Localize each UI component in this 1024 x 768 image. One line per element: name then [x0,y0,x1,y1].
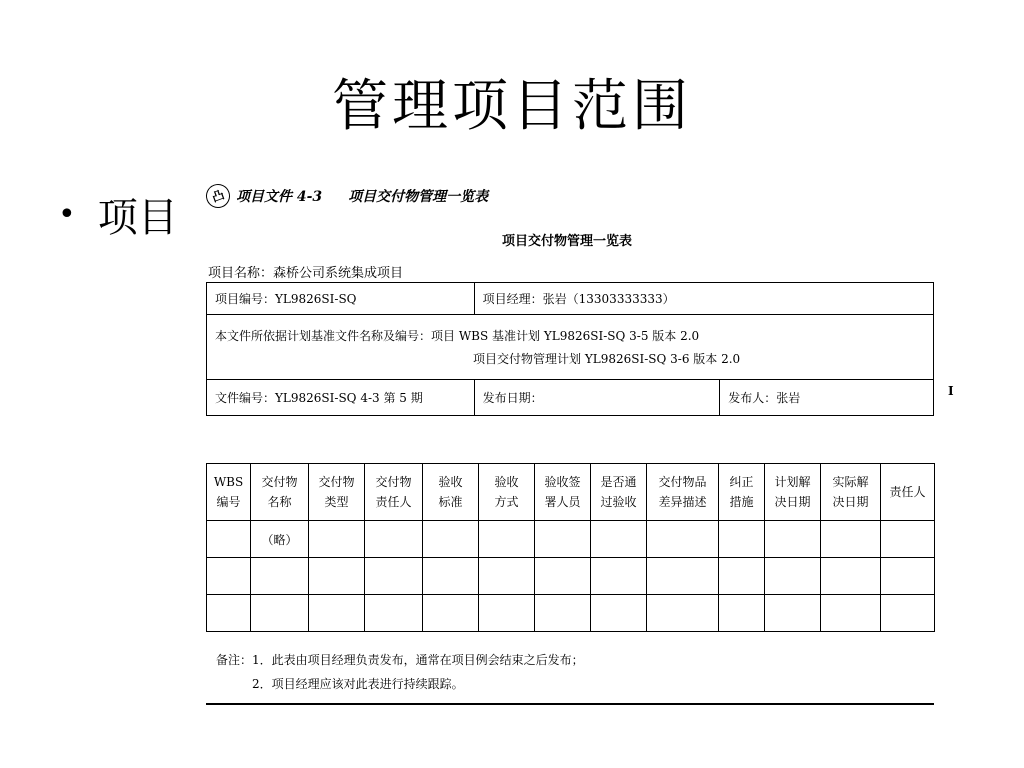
note-line-2: 2．项目经理应该对此表进行持续跟踪。 [252,677,464,691]
project-name: 项目名称：森桥公司系统集成项目 [208,266,404,281]
basis-line-1: 本文件所依据计划基准文件名称及编号：项目 WBS 基准计划 YL9826SI-SQ 3-5 版本 2.0 [215,329,700,343]
basis-cell [207,315,934,380]
bullet-text: 项目 [97,195,178,241]
notes [216,648,584,696]
col-header: 交付物品 差异描述 [647,464,719,521]
publisher-cell: 发布人：张岩 [720,380,934,416]
note-line-1: 备注：1．此表由项目经理负责发布，通常在项目例会结束之后发布； [216,653,584,667]
form-title: 项目交付物管理一览表 [502,234,633,249]
doc-header-right: 项目交付物管理一览表 [348,189,489,205]
bottom-rule [206,703,934,705]
table-row [207,558,935,595]
slide-title: 管理项目范围 [332,74,692,139]
table-row [207,521,935,558]
release-date-cell: 发布日期： [474,380,720,416]
manager-cell: 项目经理：张岩（13303333333） [474,283,933,315]
doc-header [206,184,488,208]
col-header: 交付物 责任人 [365,464,423,521]
table-row [207,595,935,632]
bullet-dot-icon: • [58,197,76,232]
col-header: 实际解 决日期 [821,464,881,521]
col-header: 验收 标准 [423,464,479,521]
deliverables-table [206,463,935,632]
doc-header-left: 项目文件 4-3 [236,189,323,205]
col-header: 纠正 措施 [719,464,765,521]
project-no-cell: 项目编号：YL9826SI-SQ [207,283,475,315]
document-icon: 凸 [203,181,234,212]
info-table [206,282,934,416]
col-header: 交付物 名称 [251,464,309,521]
col-header: 验收签 署人员 [535,464,591,521]
col-header: 是否通 过验收 [591,464,647,521]
basis-line-2: 项目交付物管理计划 YL9826SI-SQ 3-6 版本 2.0 [473,352,741,366]
col-header: 交付物 类型 [309,464,365,521]
file-no-cell: 文件编号：YL9826SI-SQ 4-3 第 5 期 [207,380,475,416]
col-header: 计划解 决日期 [765,464,821,521]
col-header: 验收 方式 [479,464,535,521]
table-header-row [207,464,935,521]
side-mark: I [948,384,954,398]
placeholder-cell: （略） [251,521,309,558]
col-header: 责任人 [881,464,935,521]
col-header: WBS 编号 [207,464,251,521]
bullet-item [58,186,178,243]
